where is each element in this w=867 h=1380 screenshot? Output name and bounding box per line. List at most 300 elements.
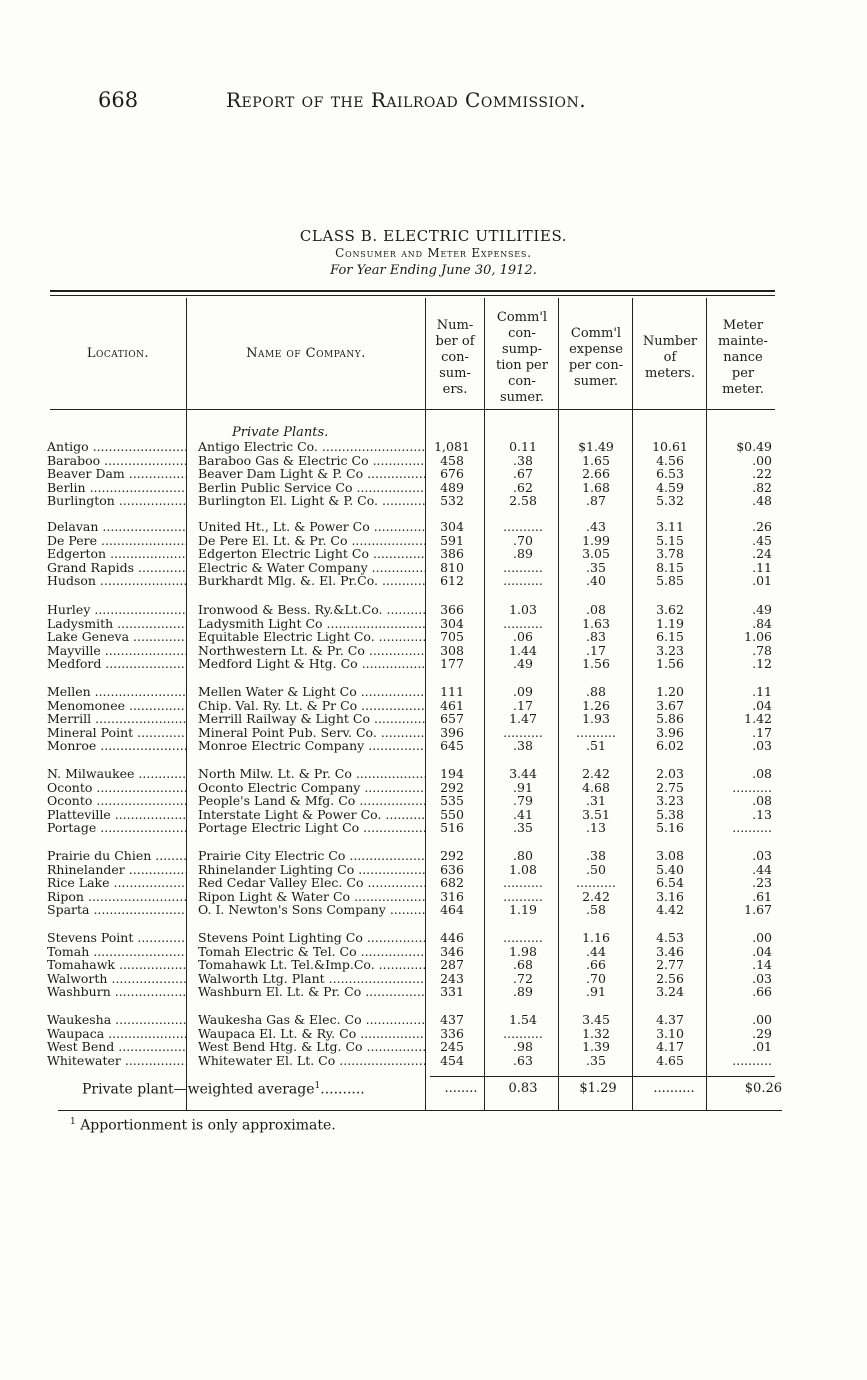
row-maintenance: .14 — [752, 958, 772, 972]
table-row — [0, 972, 867, 986]
row-expense: .70 — [586, 971, 606, 986]
header-line: per con- — [568, 358, 624, 373]
row-consumption: .89 — [513, 985, 533, 999]
row-location: Berlin ..... — [47, 481, 187, 495]
row-maintenance: .04 — [752, 944, 772, 959]
row-consumers: 292 — [440, 849, 464, 863]
table-class-title: CLASS B. ELECTRIC UTILITIES. — [299, 227, 568, 245]
row-maintenance: .01 — [752, 574, 772, 588]
row-consumers: 446 — [440, 931, 464, 945]
header-rule — [50, 409, 775, 410]
row-consumers: 454 — [440, 1053, 464, 1068]
row-meters: 6.15 — [656, 630, 684, 644]
table-row — [0, 1054, 867, 1068]
footnote-text: Apportionment is only approximate. — [80, 1117, 336, 1134]
row-location: Lake Geneva ..... — [47, 630, 187, 644]
row-meters: 5.16 — [656, 821, 684, 835]
table-row — [0, 767, 867, 781]
row-consumption: 3.44 — [509, 767, 537, 781]
row-meters: 2.75 — [656, 780, 684, 795]
table-row — [0, 712, 867, 726]
table-row — [0, 726, 867, 740]
row-consumption: .98 — [513, 1040, 533, 1054]
row-maintenance: 1.67 — [744, 903, 772, 917]
row-maintenance: .23 — [752, 876, 772, 890]
row-consumption: .68 — [513, 958, 533, 972]
row-consumers: 1,081 — [434, 440, 470, 454]
row-maintenance: .78 — [752, 643, 772, 658]
row-expense: .31 — [586, 794, 606, 808]
row-expense: 1.16 — [582, 931, 610, 945]
row-meters: 3.08 — [656, 849, 684, 863]
row-consumers: 636 — [440, 862, 464, 877]
row-company: Chip. Val. Ry. Lt. & Pr Co ..... — [198, 699, 426, 713]
row-meters: 4.42 — [656, 903, 684, 917]
row-consumers: 194 — [440, 767, 464, 781]
row-company: Beaver Dam Light & P. Co ..... — [198, 467, 426, 481]
row-expense: .......... — [576, 725, 616, 740]
header-company: Name of Company. — [246, 346, 366, 361]
table-row — [0, 931, 867, 945]
header-line: con- — [508, 326, 536, 341]
header-line: sumer. — [500, 390, 544, 405]
table-row — [0, 958, 867, 972]
average-consumption: 0.83 — [508, 1081, 538, 1096]
row-meters: 3.96 — [656, 725, 684, 740]
table-row — [0, 561, 867, 575]
row-consumers: 550 — [440, 807, 464, 822]
row-company: Waupaca El. Lt. & Ry. Co ..... — [198, 1027, 426, 1041]
row-company: Walworth Ltg. Plant ..... — [198, 972, 426, 986]
row-maintenance: .17 — [752, 725, 772, 740]
row-consumers: 245 — [440, 1040, 464, 1054]
row-consumers: 535 — [440, 794, 464, 808]
row-meters: 2.03 — [656, 767, 684, 781]
row-location: Tomahawk ..... — [47, 958, 187, 972]
row-location: Baraboo ..... — [47, 454, 187, 468]
row-maintenance: .84 — [752, 616, 772, 631]
average-expense: $1.29 — [579, 1081, 617, 1096]
table-row — [0, 617, 867, 631]
table-row — [0, 1040, 867, 1054]
row-maintenance: 1.06 — [744, 630, 772, 644]
row-consumption: .72 — [513, 971, 533, 986]
row-location: West Bend ..... — [47, 1040, 187, 1054]
row-expense: .08 — [586, 603, 606, 617]
row-location: Tomah ..... — [47, 945, 187, 959]
row-maintenance: .00 — [752, 453, 772, 468]
row-company: Berlin Public Service Co ..... — [198, 481, 426, 495]
row-location: Oconto ..... — [47, 794, 187, 808]
table-row — [0, 945, 867, 959]
row-location: Medford ..... — [47, 657, 187, 671]
header-consumers — [427, 318, 483, 398]
row-meters: 3.46 — [656, 944, 684, 959]
row-consumers: 304 — [440, 616, 464, 631]
header-meters — [634, 334, 706, 382]
row-consumption: .......... — [503, 889, 543, 904]
row-consumption: 1.47 — [509, 712, 537, 726]
header-line: Num- — [436, 318, 474, 333]
row-expense: .50 — [586, 862, 606, 877]
row-maintenance: .03 — [752, 971, 772, 986]
row-consumers: 437 — [440, 1013, 464, 1027]
row-company: Antigo Electric Co. ..... — [198, 440, 426, 454]
header-line: tion per — [496, 358, 548, 373]
row-meters: 3.16 — [656, 889, 684, 904]
row-meters: 5.86 — [656, 712, 684, 726]
row-location: Delavan ..... — [47, 520, 187, 534]
row-location: Oconto ..... — [47, 781, 187, 795]
row-company: Ripon Light & Water Co ..... — [198, 890, 426, 904]
row-expense: $1.49 — [578, 440, 614, 454]
row-meters: 5.32 — [656, 494, 684, 508]
table-row — [0, 1027, 867, 1041]
table-row — [0, 903, 867, 917]
row-consumers: 111 — [440, 685, 464, 699]
header-line: Number — [642, 334, 698, 349]
row-maintenance: .45 — [752, 533, 772, 548]
row-consumers: 336 — [440, 1026, 464, 1041]
row-consumption: .89 — [513, 547, 533, 561]
row-expense: .87 — [586, 494, 606, 508]
row-consumers: 346 — [440, 944, 464, 959]
row-location: Menomonee ..... — [47, 699, 187, 713]
row-consumers: 331 — [440, 985, 464, 999]
table-row — [0, 808, 867, 822]
row-consumption: .67 — [513, 467, 533, 481]
header-maintenance — [708, 318, 778, 398]
page-number: 668 — [98, 88, 139, 112]
table-row — [0, 481, 867, 495]
row-expense: 3.05 — [582, 547, 610, 561]
table-row — [0, 547, 867, 561]
table-row — [0, 454, 867, 468]
header-line: meter. — [722, 382, 764, 397]
row-company: Interstate Light & Power Co. ..... — [198, 808, 426, 822]
row-expense: .......... — [576, 876, 616, 890]
row-location: Mineral Point ..... — [47, 726, 187, 740]
row-consumption: .......... — [503, 931, 543, 945]
row-company: Red Cedar Valley Elec. Co ..... — [198, 876, 426, 890]
footnote — [70, 1117, 336, 1134]
table-row — [0, 781, 867, 795]
row-consumption: .17 — [513, 698, 533, 713]
header-line: con- — [508, 374, 536, 389]
row-maintenance: .13 — [752, 807, 772, 822]
header-expense — [560, 326, 632, 390]
table-row — [0, 685, 867, 699]
row-consumers: 682 — [440, 876, 464, 890]
row-maintenance: .22 — [752, 467, 772, 481]
row-expense: .38 — [586, 849, 606, 863]
row-company: West Bend Htg. & Ltg. Co ..... — [198, 1040, 426, 1054]
row-expense: 3.51 — [582, 807, 610, 822]
header-line: sump- — [501, 342, 543, 357]
top-rule-1 — [50, 290, 775, 292]
table-row — [0, 794, 867, 808]
row-location: Monroe ..... — [47, 739, 187, 753]
row-maintenance: .12 — [752, 657, 772, 671]
row-expense: 1.63 — [582, 616, 610, 631]
row-expense: 1.32 — [582, 1026, 610, 1041]
row-company: Tomah Electric & Tel. Co ..... — [198, 945, 426, 959]
row-expense: 4.68 — [582, 780, 610, 795]
row-meters: 3.78 — [656, 547, 684, 561]
table-row — [0, 890, 867, 904]
header-line: sumer. — [574, 374, 618, 389]
row-consumers: 810 — [440, 560, 464, 575]
row-consumers: 532 — [440, 494, 464, 508]
row-expense: 2.42 — [582, 767, 610, 781]
row-meters: 5.40 — [656, 862, 684, 877]
row-consumers: 612 — [440, 574, 464, 588]
row-meters: 4.56 — [656, 453, 684, 468]
table-row — [0, 985, 867, 999]
row-maintenance: .11 — [752, 560, 772, 575]
row-company: O. I. Newton's Sons Company ..... — [198, 903, 426, 917]
row-consumption: .41 — [513, 807, 533, 822]
row-company: Equitable Electric Light Co. ..... — [198, 630, 426, 644]
row-consumers: 287 — [440, 958, 464, 972]
row-maintenance: 1.42 — [744, 712, 772, 726]
header-line: expense — [569, 342, 623, 357]
row-expense: .40 — [586, 574, 606, 588]
row-company: Washburn El. Lt. & Pr. Co ..... — [198, 985, 426, 999]
row-expense: .88 — [586, 685, 606, 699]
row-location: Whitewater ..... — [47, 1054, 187, 1068]
bottom-rule — [58, 1110, 782, 1111]
header-line: per — [731, 366, 755, 381]
table-row — [0, 821, 867, 835]
row-expense: 1.93 — [582, 712, 610, 726]
row-meters: 3.11 — [656, 520, 684, 534]
table-row — [0, 520, 867, 534]
row-maintenance: .29 — [752, 1026, 772, 1041]
row-consumers: 316 — [440, 889, 464, 904]
row-consumers: 489 — [440, 480, 464, 495]
row-maintenance: .44 — [752, 862, 772, 877]
row-company: Waukesha Gas & Elec. Co ..... — [198, 1013, 426, 1027]
header-consumption — [486, 310, 558, 406]
table-row — [0, 849, 867, 863]
row-maintenance: .......... — [732, 1053, 772, 1068]
table-subtitle: Consumer and Meter Expenses. — [335, 246, 532, 260]
table-year-title: For Year Ending June 30, 1912. — [330, 263, 537, 278]
row-consumers: 645 — [440, 739, 464, 753]
row-location: De Pere ..... — [47, 534, 187, 548]
row-consumers: 386 — [440, 547, 464, 561]
row-consumption: .38 — [513, 453, 533, 468]
row-maintenance: .61 — [752, 889, 772, 904]
row-consumption: .70 — [513, 533, 533, 548]
row-location: Beaver Dam ..... — [47, 467, 187, 481]
row-consumers: 366 — [440, 603, 464, 617]
row-consumption: .06 — [513, 630, 533, 644]
row-company: Electric & Water Company ..... — [198, 561, 426, 575]
row-consumption: .91 — [513, 780, 533, 795]
header-line: ers. — [442, 382, 468, 397]
header-line: of — [663, 350, 677, 365]
row-meters: 3.23 — [656, 794, 684, 808]
row-consumers: 516 — [440, 821, 464, 835]
table-row — [0, 739, 867, 753]
row-consumers: 243 — [440, 971, 464, 986]
table-row — [0, 644, 867, 658]
row-meters: 6.02 — [656, 739, 684, 753]
row-consumers: 657 — [440, 712, 464, 726]
row-expense: .91 — [586, 985, 606, 999]
row-consumption: 1.19 — [509, 903, 537, 917]
row-location: N. Milwaukee ..... — [47, 767, 187, 781]
row-location: Mayville ..... — [47, 644, 187, 658]
row-expense: .13 — [586, 821, 606, 835]
row-consumers: 458 — [440, 453, 464, 468]
row-maintenance: .04 — [752, 698, 772, 713]
row-consumption: 2.58 — [509, 494, 537, 508]
row-company: Medford Light & Htg. Co ..... — [198, 657, 426, 671]
row-location: Ripon ..... — [47, 890, 187, 904]
row-expense: 1.65 — [582, 453, 610, 468]
row-company: Northwestern Lt. & Pr. Co ..... — [198, 644, 426, 658]
row-consumption: .38 — [513, 739, 533, 753]
row-maintenance: .82 — [752, 480, 772, 495]
row-maintenance: .08 — [752, 794, 772, 808]
row-consumption: 1.54 — [509, 1013, 537, 1027]
row-company: De Pere El. Lt. & Pr. Co ..... — [198, 534, 426, 548]
header-line: ber of — [435, 334, 475, 349]
row-consumption: .......... — [503, 616, 543, 631]
row-meters: 3.10 — [656, 1026, 684, 1041]
header-line: Comm'l — [496, 310, 548, 325]
row-company: People's Land & Mfg. Co ..... — [198, 794, 426, 808]
header-location: Location. — [86, 346, 150, 361]
row-location: Antigo ..... — [47, 440, 187, 454]
header-line: nance — [723, 350, 763, 365]
row-meters: 1.56 — [656, 657, 684, 671]
row-meters: 8.15 — [656, 560, 684, 575]
table-row — [0, 630, 867, 644]
row-expense: .17 — [586, 643, 606, 658]
row-location: Hudson ..... — [47, 574, 187, 588]
row-maintenance: .03 — [752, 849, 772, 863]
row-meters: 4.53 — [656, 931, 684, 945]
row-location: Merrill ..... — [47, 712, 187, 726]
row-maintenance: .01 — [752, 1040, 772, 1054]
table-row — [0, 876, 867, 890]
row-location: Burlington ..... — [47, 494, 187, 508]
row-location: Walworth ..... — [47, 972, 187, 986]
row-consumption: 1.08 — [509, 862, 537, 877]
total-rule — [430, 1076, 775, 1077]
row-expense: 2.66 — [582, 467, 610, 481]
header-line: con- — [441, 350, 469, 365]
row-company: North Milw. Lt. & Pr. Co ..... — [198, 767, 426, 781]
row-consumption: 1.03 — [509, 603, 537, 617]
row-company: Monroe Electric Company ..... — [198, 739, 426, 753]
row-meters: 4.59 — [656, 480, 684, 495]
row-company: Ladysmith Light Co ..... — [198, 617, 426, 631]
table-row — [0, 467, 867, 481]
row-company: Baraboo Gas & Electric Co ..... — [198, 454, 426, 468]
row-expense: 1.68 — [582, 480, 610, 495]
row-company: Burlington El. Light & P. Co. ..... — [198, 494, 426, 508]
footnote-mark: 1 — [70, 1117, 76, 1127]
row-company: Ironwood & Bess. Ry.&Lt.Co. ..... — [198, 603, 426, 617]
row-consumption: 1.98 — [509, 944, 537, 959]
average-leader: .......... — [320, 1081, 365, 1098]
row-consumption: .35 — [513, 821, 533, 835]
row-company: United Ht., Lt. & Power Co ..... — [198, 520, 426, 534]
running-title: Report of the Railroad Commission. — [226, 88, 587, 112]
section-label: Private Plants. — [232, 425, 329, 440]
row-consumption: 0.11 — [509, 440, 537, 454]
row-consumers: 676 — [440, 467, 464, 481]
row-location: Hurley ..... — [47, 603, 187, 617]
row-meters: 10.61 — [652, 440, 688, 454]
header-line: sum- — [439, 366, 471, 381]
table-row — [0, 657, 867, 671]
row-company: Mineral Point Pub. Serv. Co. ..... — [198, 726, 426, 740]
row-location: Platteville ..... — [47, 808, 187, 822]
row-company: Mellen Water & Light Co ..... — [198, 685, 426, 699]
row-location: Sparta ..... — [47, 903, 187, 917]
row-location: Ladysmith ..... — [47, 617, 187, 631]
row-meters: 6.54 — [656, 876, 684, 890]
table-row — [0, 863, 867, 877]
row-company: Oconto Electric Company ..... — [198, 781, 426, 795]
header-line: Comm'l — [570, 326, 622, 341]
row-location: Waupaca ..... — [47, 1027, 187, 1041]
top-rule-2 — [50, 295, 775, 296]
row-expense: 1.26 — [582, 698, 610, 713]
header-line: meters. — [645, 366, 695, 381]
row-expense: .43 — [586, 520, 606, 534]
row-location: Washburn ..... — [47, 985, 187, 999]
row-expense: .35 — [586, 560, 606, 575]
table-row — [0, 494, 867, 508]
row-consumers: 177 — [440, 657, 464, 671]
row-consumption: .62 — [513, 480, 533, 495]
row-expense: 2.42 — [582, 889, 610, 904]
row-maintenance: .00 — [752, 1013, 772, 1027]
row-meters: 5.15 — [656, 533, 684, 548]
row-maintenance: .24 — [752, 547, 772, 561]
row-meters: 4.17 — [656, 1040, 684, 1054]
average-label — [82, 1081, 365, 1098]
row-expense: .66 — [586, 958, 606, 972]
average-maintenance: $0.26 — [744, 1081, 782, 1096]
row-consumption: .......... — [503, 725, 543, 740]
row-meters: 2.56 — [656, 971, 684, 986]
row-consumers: 292 — [440, 780, 464, 795]
row-company: Prairie City Electric Co ..... — [198, 849, 426, 863]
row-company: Burkhardt Mlg. &. El. Pr.Co. ..... — [198, 574, 426, 588]
row-meters: 2.77 — [656, 958, 684, 972]
row-maintenance: .00 — [752, 931, 772, 945]
row-expense: .35 — [586, 1053, 606, 1068]
row-location: Portage ..... — [47, 821, 187, 835]
row-consumption: .......... — [503, 574, 543, 588]
row-consumers: 591 — [440, 533, 464, 548]
row-expense: .44 — [586, 944, 606, 959]
row-location: Rice Lake ..... — [47, 876, 187, 890]
table-row — [0, 699, 867, 713]
row-location: Waukesha ..... — [47, 1013, 187, 1027]
row-meters: 5.38 — [656, 807, 684, 822]
row-maintenance: .08 — [752, 767, 772, 781]
row-maintenance: $0.49 — [736, 440, 772, 454]
